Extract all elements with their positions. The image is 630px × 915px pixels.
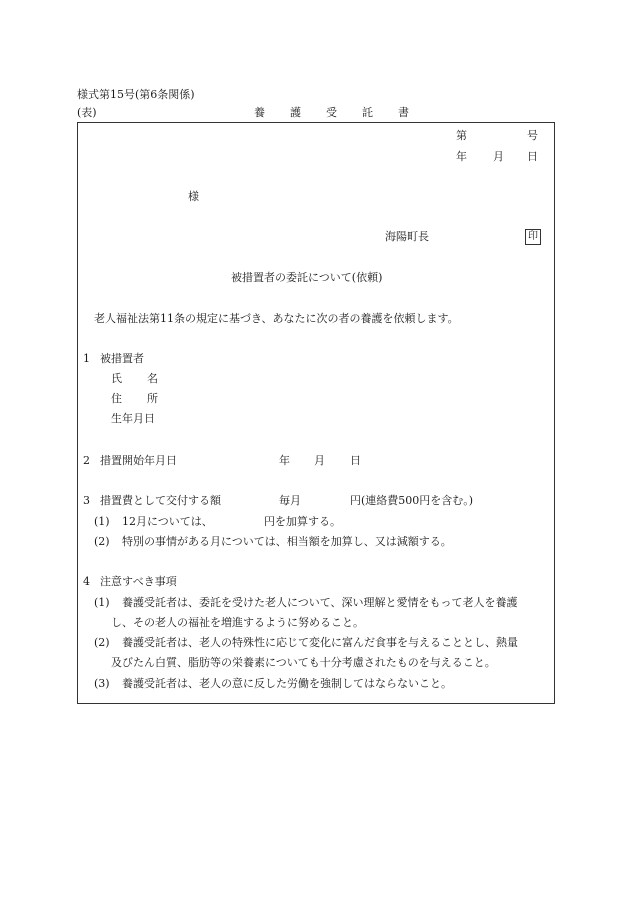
addressee-suffix: 様 [188, 190, 199, 203]
title-char: 書 [398, 106, 409, 119]
title-char: 託 [362, 106, 373, 119]
address-label-char: 所 [147, 392, 158, 405]
section4-number: 4 [83, 575, 90, 588]
address-label-char: 住 [111, 392, 122, 405]
section3-number: 3 [83, 494, 90, 507]
section3-item-text: 特別の事情がある月については、相当額を加算し、又は減額する。 [122, 535, 452, 548]
form-number: 様式第15号(第6条関係) [77, 88, 195, 101]
start-date-month: 月 [314, 454, 325, 467]
sender: 海陽町長 [385, 230, 429, 243]
birthdate-label: 生年月日 [111, 412, 155, 425]
start-date-day: 日 [350, 454, 361, 467]
section3-item-text: 12月については、 [122, 515, 213, 528]
section3-item-number: (2) [94, 535, 110, 548]
date-month: 月 [493, 150, 504, 163]
amount-note: 円(連絡費500円を含む。) [350, 494, 474, 507]
section1-number: 1 [83, 352, 90, 365]
section3-heading: 措置費として交付する額 [100, 494, 221, 507]
title-char: 護 [290, 106, 301, 119]
title-char: 受 [326, 106, 337, 119]
section4-item-number: (3) [94, 677, 110, 690]
date-day: 日 [527, 150, 538, 163]
section2-number: 2 [83, 454, 90, 467]
section4-item-number: (1) [94, 596, 110, 609]
section4-item-number: (2) [94, 636, 110, 649]
date-year: 年 [456, 150, 467, 163]
doc-number-go: 号 [527, 129, 538, 142]
side-label: (表) [77, 106, 97, 119]
section3-item-number: (1) [94, 515, 110, 528]
section4-item-line: 及びたん白質、脂肪等の栄養素についても十分考慮されたものを与えること。 [111, 656, 496, 669]
title-char: 養 [254, 106, 265, 119]
section4-item-line: し、その老人の福祉を増進するように努めること。 [111, 616, 364, 629]
name-label-char: 氏 [111, 372, 122, 385]
section4-item-line: 養護受託者は、老人の特殊性に応じて変化に富んだ食事を与えることとし、熱量 [122, 636, 518, 649]
section4-item-line: 養護受託者は、委託を受けた老人について、深い理解と愛情をもって老人を養護 [122, 596, 518, 609]
monthly-label: 毎月 [279, 494, 301, 507]
section3-item-text: 円を加算する。 [264, 515, 341, 528]
section4-item-line: 養護受託者は、老人の意に反した労働を強制してはならないこと。 [122, 677, 452, 690]
section4-heading: 注意すべき事項 [100, 575, 177, 588]
name-label-char: 名 [147, 372, 158, 385]
section2-heading: 措置開始年月日 [100, 454, 177, 467]
doc-number-dai: 第 [456, 129, 467, 142]
subject: 被措置者の委託について(依頼) [231, 271, 383, 284]
section1-heading: 被措置者 [100, 352, 144, 365]
start-date-year: 年 [279, 454, 290, 467]
intro-text: 老人福祉法第11条の規定に基づき、あなたに次の者の養護を依頼します。 [94, 312, 459, 325]
seal-mark: 印 [525, 229, 541, 245]
